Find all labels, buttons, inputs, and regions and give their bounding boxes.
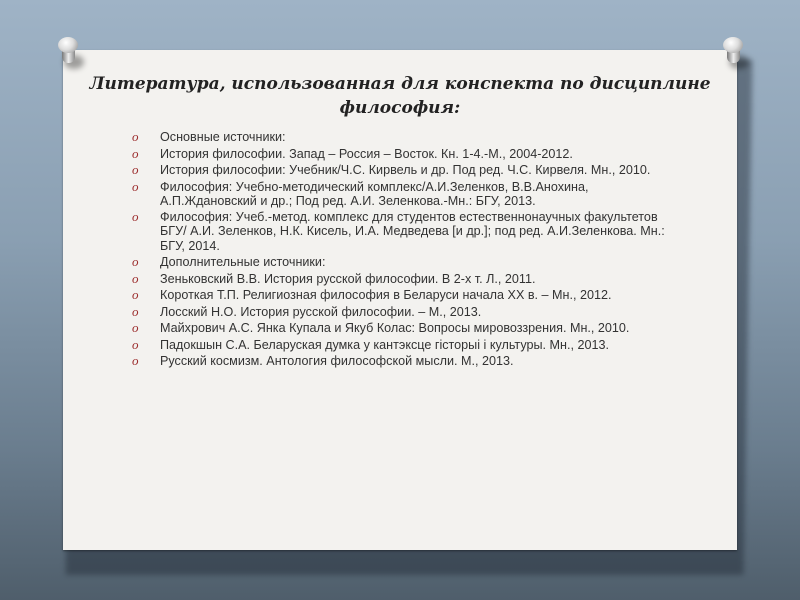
list-item xyxy=(132,210,672,253)
bullet-icon: o xyxy=(132,129,139,144)
list-item-text: Короткая Т.П. Религиозная философия в Беларуси начала XX в. – Мн., 2012. xyxy=(160,288,612,303)
list-item xyxy=(132,130,672,144)
list-item-text: Философия: Учеб.-метод. комплекс для студентов естественнонаучных факультетов БГУ/ А.И. Зеленков, Н.К. Кисель, И.А. Медведева [и др.]; под ред. А.И.Зеленкова. Мн.: БГУ, 2014. xyxy=(160,210,665,253)
bullet-icon: o xyxy=(132,209,139,225)
list-item-text: Падокшын С.А. Беларуская думка у кантэксце гісторыі і культуры. Мн., 2013. xyxy=(160,337,609,352)
bullet-icon: o xyxy=(132,320,139,336)
list-item-text: Зеньковский В.В. История русской философии. В 2-х т. Л., 2011. xyxy=(160,271,536,286)
pushpin-icon xyxy=(723,37,745,67)
list-item-text: Лосский Н.О. История русской философии. – М., 2013. xyxy=(160,304,482,319)
list-item xyxy=(132,338,672,352)
list-item-text: История философии: Учебник/Ч.С. Кирвель и др. Под ред. Ч.С. Кирвеля. Мн., 2010. xyxy=(160,163,651,177)
bullet-icon: o xyxy=(132,287,139,303)
pushpin-icon xyxy=(58,37,80,67)
bullet-icon: o xyxy=(132,145,139,161)
list-item xyxy=(132,255,672,269)
list-item-text: История философии. Запад – Россия – Восток. Кн. 1-4.-М., 2004-2012. xyxy=(160,146,573,161)
bullet-icon: o xyxy=(132,254,139,270)
bibliography-list xyxy=(132,130,672,371)
list-item-text: Основные источники: xyxy=(160,130,286,144)
bullet-icon: o xyxy=(132,162,139,177)
list-item-text: Майхрович А.С. Янка Купала и Якуб Колас: Вопросы мировоззрения. Мн., 2010. xyxy=(160,321,630,336)
list-item xyxy=(132,354,672,368)
list-item-text: Русский космизм. Антология философской мысли. М., 2013. xyxy=(160,354,514,369)
list-item-text: Философия: Учебно-методический комплекс/А.И.Зеленков, В.В.Анохина, А.П.Ждановский и др.; Под ред. А.И. Зеленкова.-Мн.: БГУ, 2013. xyxy=(160,179,589,208)
bullet-icon: o xyxy=(132,270,139,286)
bullet-icon: o xyxy=(132,353,139,369)
list-item xyxy=(132,321,672,335)
list-item xyxy=(132,180,672,208)
list-item xyxy=(132,272,672,286)
list-item xyxy=(132,163,672,177)
list-item-text: Дополнительные источники: xyxy=(160,255,326,270)
list-item xyxy=(132,288,672,302)
list-item xyxy=(132,147,672,161)
bullet-icon: o xyxy=(132,303,139,319)
bullet-icon: o xyxy=(132,336,139,352)
slide-title: Литература, использованная для конспекта по дисциплине философия: xyxy=(89,74,711,118)
list-item xyxy=(132,305,672,319)
bullet-icon: o xyxy=(132,178,139,194)
